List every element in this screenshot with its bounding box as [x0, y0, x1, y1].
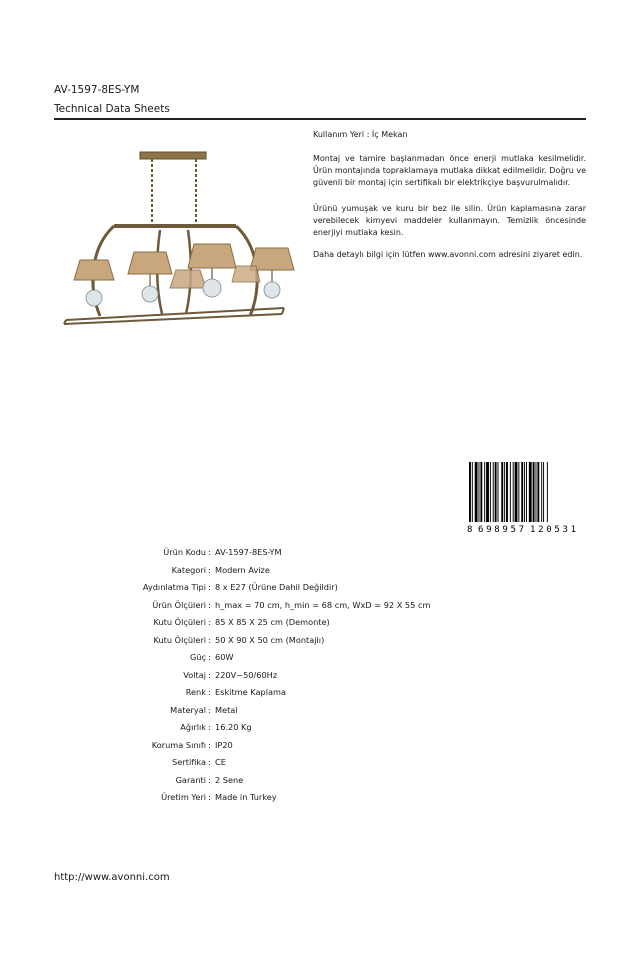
safety-paragraph: Montaj ve tamire başlanmadan önce enerji mutlaka kesilmelidir. Ürün montajında topraklamaya mutlaka dikkat edilmelidir. Doğru ve güvenli bir montaj için sertifikalı bir elektrikçiye başvurulmalıdır.	[313, 154, 586, 187]
spec-label: Güç	[189, 652, 206, 662]
barcode-first-digit: 8	[467, 525, 473, 534]
spec-colon: :	[208, 722, 211, 732]
spec-label: Renk	[185, 687, 206, 697]
spec-row	[0, 668, 640, 682]
spec-value: IP20	[215, 739, 233, 750]
header-divider	[54, 118, 586, 120]
spec-value: 85 X 85 X 25 cm (Demonte)	[215, 617, 330, 627]
spec-row	[0, 790, 640, 804]
spec-colon: :	[208, 792, 211, 802]
spec-row	[0, 755, 640, 769]
spec-value: Modern Avize	[215, 564, 270, 575]
spec-label: Kutu Ölçüleri	[153, 617, 206, 627]
spec-row	[0, 563, 640, 577]
spec-value: h_max = 70 cm, h_min = 68 cm, WxD = 92 X 55 cm	[215, 599, 431, 610]
website-url[interactable]: http://www.avonni.com	[54, 872, 170, 883]
spec-colon: :	[208, 617, 211, 627]
spec-row	[0, 615, 640, 629]
spec-label: Sertifika	[172, 757, 206, 767]
spec-label: Kutu Ölçüleri	[153, 634, 206, 645]
spec-label: Üretim Yeri	[161, 792, 206, 802]
cleaning-paragraph: Ürünü yumuşak ve kuru bir bez ile silin. Ürün kaplamasına zarar verebilecek kimyevi maddeler kullanmayın. Temizlik öncesinde enerjiyi mutlaka kesin.	[313, 204, 586, 237]
spec-label: Koruma Sınıfı	[151, 739, 206, 750]
spec-row	[0, 580, 640, 594]
spec-value: CE	[215, 757, 226, 767]
spec-row	[0, 545, 640, 559]
spec-value: Metal	[215, 704, 238, 715]
spec-value: 16.20 Kg	[215, 722, 252, 732]
spec-row	[0, 773, 640, 787]
spec-label: Ürün Kodu	[163, 547, 206, 557]
spec-colon: :	[208, 547, 211, 557]
spec-value: 2 Sene	[215, 774, 244, 785]
spec-colon: :	[208, 634, 211, 645]
spec-label: Voltaj	[183, 669, 206, 680]
spec-colon: :	[208, 757, 211, 767]
spec-row	[0, 598, 640, 612]
spec-colon: :	[208, 774, 211, 785]
spec-row	[0, 650, 640, 664]
spec-colon: :	[208, 669, 211, 680]
spec-label: Ağırlık	[180, 722, 206, 732]
spec-row	[0, 738, 640, 752]
spec-row	[0, 633, 640, 647]
barcode-right-group: 120531	[530, 525, 576, 534]
spec-label: Aydınlatma Tipi	[142, 582, 206, 592]
product-code-title: AV-1597-8ES-YM	[54, 84, 140, 96]
spec-value: Eskitme Kaplama	[215, 687, 287, 697]
document-subtitle: Technical Data Sheets	[54, 103, 170, 115]
spec-value: Made in Turkey	[215, 792, 277, 802]
spec-colon: :	[208, 652, 211, 662]
spec-value: 8 x E27 (Ürüne Dahil Değildir)	[215, 582, 338, 592]
spec-colon: :	[208, 582, 211, 592]
barcode	[466, 462, 586, 534]
spec-label: Ürün Ölçüleri	[152, 599, 206, 610]
spec-colon: :	[208, 739, 211, 750]
spec-label: Garanti	[175, 774, 206, 785]
spec-colon: :	[208, 564, 211, 575]
spec-label: Kategori	[171, 564, 206, 575]
chandelier-image	[60, 148, 300, 333]
spec-value: 50 X 90 X 50 cm (Montajlı)	[215, 634, 325, 645]
spec-colon: :	[208, 599, 211, 610]
spec-label: Materyal	[170, 704, 206, 715]
spec-value: AV-1597-8ES-YM	[215, 547, 282, 557]
spec-value: 220V~50/60Hz	[215, 669, 278, 680]
usage-location: Kullanım Yeri : İç Mekan	[313, 130, 408, 139]
spec-value: 60W	[215, 652, 234, 662]
spec-colon: :	[208, 687, 211, 697]
spec-row	[0, 720, 640, 734]
spec-colon: :	[208, 704, 211, 715]
barcode-left-group: 698957	[478, 525, 524, 534]
spec-row	[0, 703, 640, 717]
spec-row	[0, 685, 640, 699]
info-paragraph: Daha detaylı bilgi için lütfen www.avonni.com adresini ziyaret edin.	[313, 250, 583, 259]
